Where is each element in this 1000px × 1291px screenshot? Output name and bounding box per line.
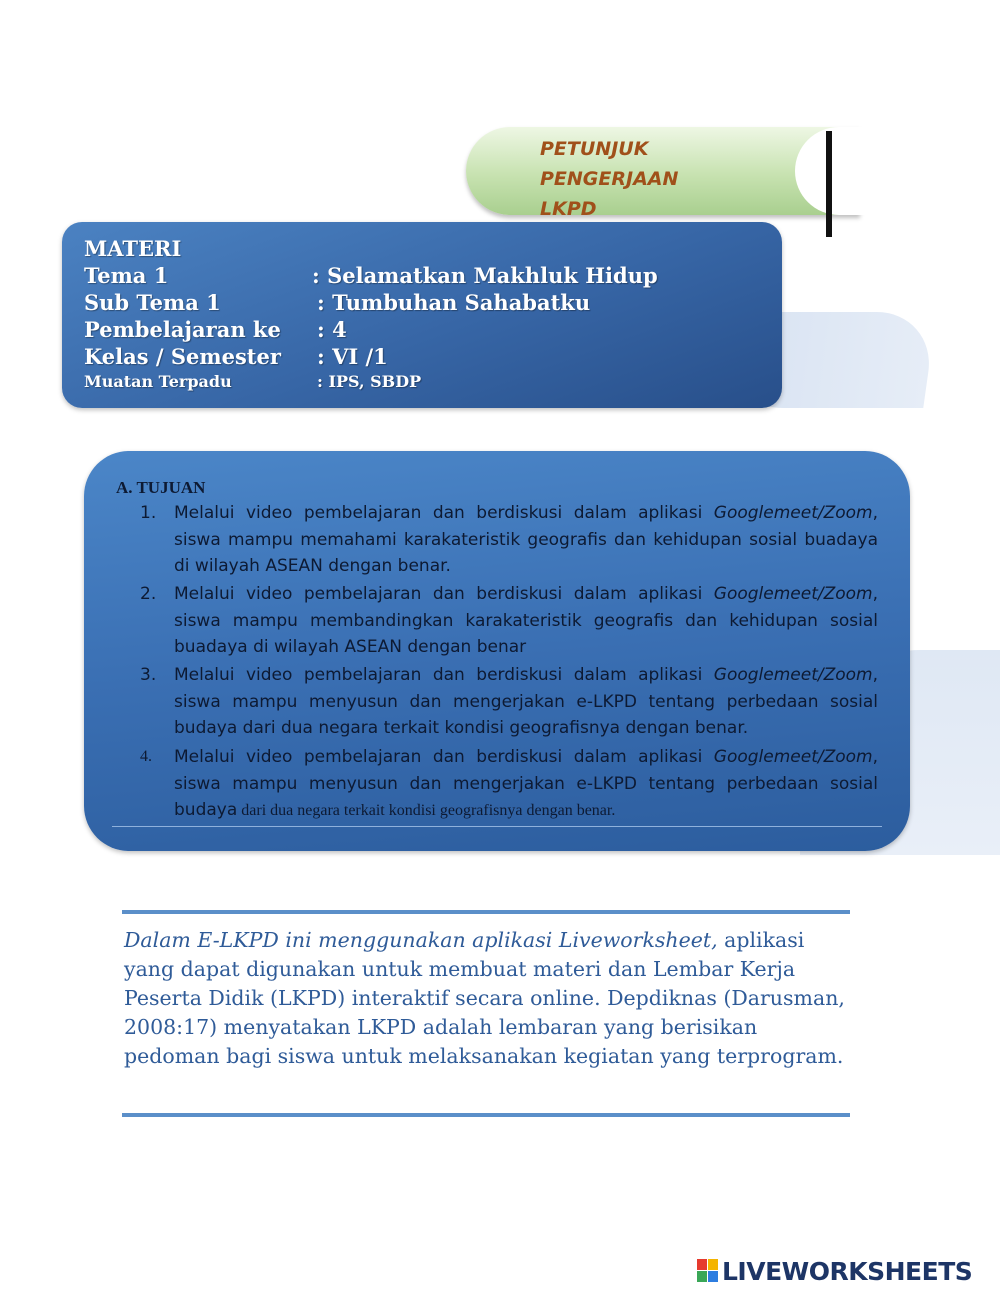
materi-row [84, 372, 422, 391]
materi-label: Pembelajaran ke [84, 317, 281, 342]
objective-number: 1. [140, 503, 157, 523]
objective-item [140, 662, 878, 742]
materi-label: Kelas / Semester [84, 344, 281, 369]
objective-item [140, 581, 878, 661]
materi-label: Muatan Terpadu [84, 372, 232, 391]
objective-number: 2. [140, 584, 157, 604]
materi-value: : IPS, SBDP [317, 372, 422, 391]
materi-value: : Tumbuhan Sahabatku [317, 290, 591, 315]
materi-value: : Selamatkan Makhluk Hidup [312, 263, 658, 288]
tujuan-heading: A. TUJUAN [116, 478, 206, 497]
bottom-rule [122, 1113, 850, 1117]
materi-label: Tema 1 [84, 263, 169, 288]
liveworksheets-logo-icon [697, 1259, 719, 1283]
materi-box [62, 222, 782, 408]
liveworksheets-logo [697, 1256, 972, 1286]
objective-number: 4. [140, 748, 152, 765]
objective-text: Melalui video pembelajaran dan berdiskusi dalam aplikasi Googlemeet/Zoom, siswa mampu memahami karakateristik geografis dan kehidupan sosial buadaya di wilayah ASEAN dengan benar. [174, 503, 878, 576]
objective-text: Melalui video pembelajaran dan berdiskusi dalam aplikasi Googlemeet/Zoom, siswa mampu menyusun dan mengerjakan e-LKPD tentang perbedaan sosial budaya dari dua negara terkait kondisi geografisnya dengan benar. [174, 665, 878, 738]
materi-row [84, 317, 347, 342]
banner-title [540, 134, 790, 224]
banner-bar [826, 131, 832, 237]
materi-value: : 4 [317, 317, 347, 342]
objective-text: Melalui video pembelajaran dan berdiskusi dalam aplikasi Googlemeet/Zoom, siswa mampu menyusun dan mengerjakan e-LKPD tentang perbedaan sosial budaya dari dua negara terkait kondisi geografisnya dengan benar. [174, 747, 878, 820]
banner-title-line1: PETUNJUK PENGERJAAN [540, 138, 679, 190]
materi-heading: MATERI [84, 236, 182, 261]
materi-value: : VI /1 [317, 344, 388, 369]
materi-label: Sub Tema 1 [84, 290, 221, 315]
note-italic: Dalam E-LKPD ini menggunakan aplikasi Liveworksheet, [124, 928, 718, 952]
divider [112, 826, 882, 827]
banner-title-line2: LKPD [540, 198, 597, 220]
note-paragraph [124, 926, 854, 1071]
objective-item [140, 744, 878, 825]
logo-text: LIVEWORKSHEETS [722, 1256, 973, 1286]
objective-number: 3. [140, 665, 157, 685]
materi-row [84, 344, 388, 369]
materi-row [84, 263, 658, 288]
note-text: aplikasi yang dapat digunakan untuk membuat materi dan Lembar Kerja Peserta Didik (LKPD) interaktif secara online. Depdiknas (Darusman, 2008:17) menyatakan LKPD adalah lembaran yang berisikan pedoman bagi siswa untuk melaksanakan kegiatan yang terprogram. [124, 928, 845, 1068]
objective-item [140, 500, 878, 580]
objective-text: Melalui video pembelajaran dan berdiskusi dalam aplikasi Googlemeet/Zoom, siswa mampu membandingkan karakateristik geografis dan kehidupan sosial buadaya di wilayah ASEAN dengan benar [174, 584, 878, 657]
top-rule [122, 910, 850, 914]
materi-row [84, 290, 591, 315]
